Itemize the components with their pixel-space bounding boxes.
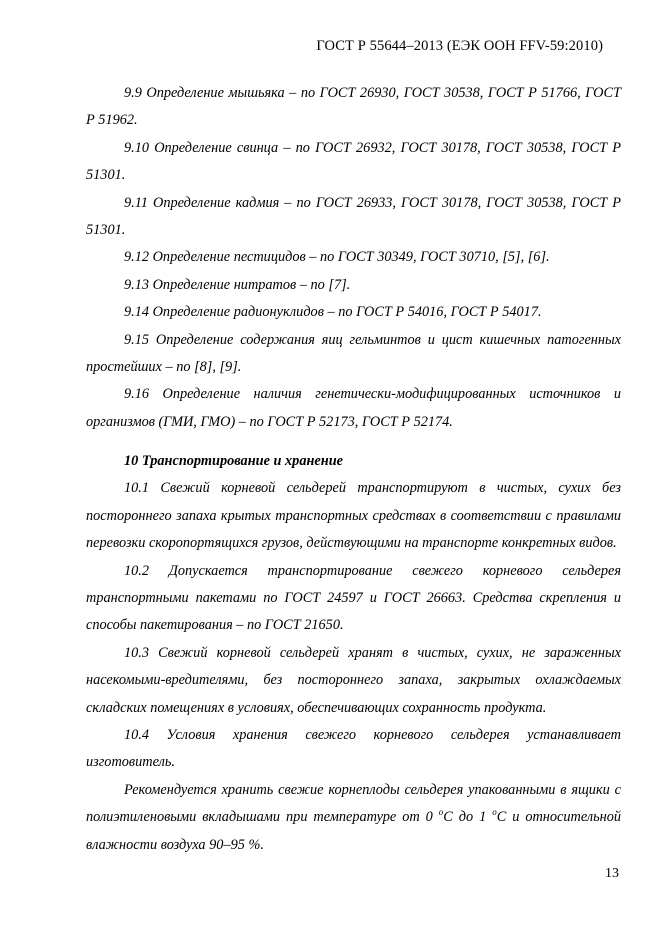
section-heading-10: 10 Транспортирование и хранение (124, 453, 343, 470)
paragraph-9-16: 9.16 Определение наличия генетически-модифицированных источников и организмов (ГМИ, ГМО) – по ГОСТ Р 52173, ГОСТ Р 52174. (86, 386, 621, 430)
recommendation-text-1: Рекомендуется хранить свежие корнеплоды сельдерея упакованными в ящики с полиэтиленовыми вкладышами при температуре от 0 (86, 781, 621, 826)
recommendation-text-3: С и относительной влажности воздуха 90–95 %. (86, 809, 621, 853)
recommendation-text-2: С до 1 (443, 809, 493, 826)
running-header: ГОСТ Р 55644–2013 (ЕЭК ООН FFV-59:2010) (316, 38, 603, 54)
document-body (86, 80, 621, 859)
paragraph-9-13: 9.13 Определение нитратов – по [7]. (124, 276, 351, 293)
paragraph-10-3: 10.3 Свежий корневой сельдерей хранят в чистых, сухих, не зараженных насекомыми-вредителями, без постороннего запаха, закрытых охлаждаемых складских помещениях в условиях, обеспечивающих сохранность продукта. (86, 644, 621, 716)
paragraph-9-9: 9.9 Определение мышьяка – по ГОСТ 26930, ГОСТ 30538, ГОСТ Р 51766, ГОСТ Р 51962. (86, 85, 621, 129)
paragraph-9-11: 9.11 Определение кадмия – по ГОСТ 26933, ГОСТ 30178, ГОСТ 30538, ГОСТ Р 51301. (86, 194, 621, 239)
paragraph-10-1: 10.1 Свежий корневой сельдерей транспортируют в чистых, сухих без постороннего запаха крытых транспортных средствах в соответствии с правилами перевозки скоропортящихся грузов, действующими на транспорте конкретных видов. (86, 480, 621, 552)
paragraph-10-4: 10.4 Условия хранения свежего корневого сельдерея устанавливает изготовитель. (86, 726, 621, 771)
page-number: 13 (605, 866, 619, 881)
paragraph-9-14: 9.14 Определение радионуклидов – по ГОСТ Р 54016, ГОСТ Р 54017. (124, 304, 542, 321)
degree-sign: о (438, 807, 444, 818)
paragraph-10-2: 10.2 Допускается транспортирование свежего корневого сельдерея транспортными пакетами по ГОСТ 24597 и ГОСТ 26663. Средства скрепления и способы пакетирования – по ГОСТ 21650. (86, 562, 621, 634)
degree-sign: о (492, 807, 497, 818)
paragraph-9-12: 9.12 Определение пестицидов – по ГОСТ 30349, ГОСТ 30710, [5], [6]. (124, 249, 550, 266)
paragraph-recommendation (86, 777, 621, 859)
paragraph-9-10: 9.10 Определение свинца – по ГОСТ 26932, ГОСТ 30178, ГОСТ 30538, ГОСТ Р 51301. (86, 139, 621, 184)
paragraph-9-15: 9.15 Определение содержания яиц гельминтов и цист кишечных патогенных простейших – по [8], [9]. (86, 331, 621, 376)
